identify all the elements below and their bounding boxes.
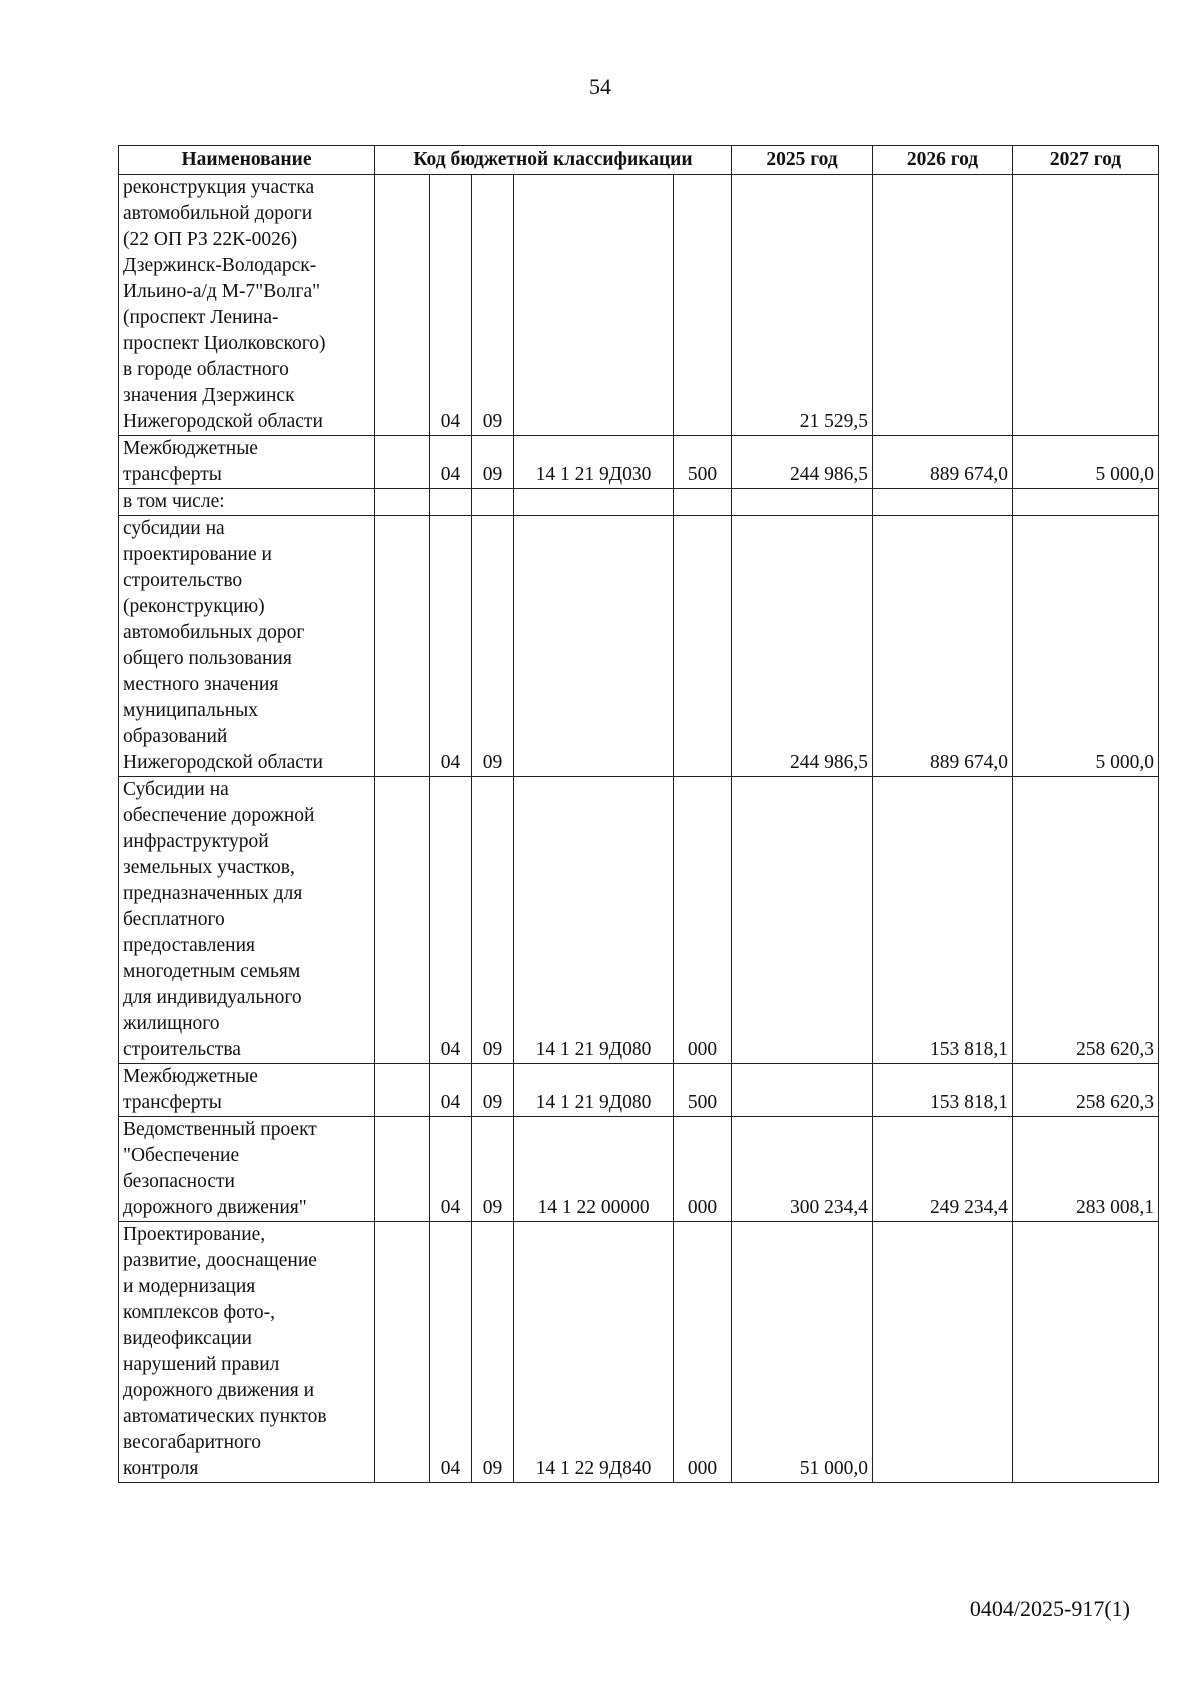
cell-target-article [514,175,674,436]
cell-code-1 [375,1117,430,1222]
cell-2027 [1013,175,1159,436]
cell-code-1 [375,175,430,436]
cell-target-article: 14 1 21 9Д030 [514,436,674,489]
table-header-row [119,146,1159,175]
cell-2027: 258 620,3 [1013,1064,1159,1117]
cell-section: 04 [430,516,472,777]
cell-code-1 [375,1222,430,1483]
budget-table [118,145,1159,1483]
cell-expense-type: 500 [674,1064,732,1117]
cell-section: 04 [430,1117,472,1222]
cell-code-1 [375,1064,430,1117]
cell-expense-type [674,489,732,516]
table-row [119,1222,1159,1483]
cell-code-1 [375,516,430,777]
cell-expense-type: 000 [674,1117,732,1222]
cell-2025: 244 986,5 [732,516,873,777]
cell-section: 04 [430,1064,472,1117]
cell-target-article: 14 1 21 9Д080 [514,1064,674,1117]
cell-subsection: 09 [472,175,514,436]
cell-2026: 153 818,1 [873,1064,1013,1117]
cell-2026: 249 234,4 [873,1117,1013,1222]
cell-2026 [873,489,1013,516]
table-row [119,175,1159,436]
cell-2025: 51 000,0 [732,1222,873,1483]
cell-name: реконструкция участка автомобильной дороги (22 ОП РЗ 22К-0026) Дзержинск-Володарск- Ильино-а/д М-7"Волга" (проспект Ленина- проспект Циолковского) в городе областного значения Дзержинск Нижегородской области [119,175,375,436]
cell-subsection: 09 [472,1222,514,1483]
cell-target-article: 14 1 21 9Д080 [514,777,674,1064]
cell-target-article: 14 1 22 9Д840 [514,1222,674,1483]
cell-2027: 258 620,3 [1013,777,1159,1064]
cell-2025 [732,489,873,516]
cell-2026: 889 674,0 [873,436,1013,489]
cell-2027: 5 000,0 [1013,436,1159,489]
cell-2027: 283 008,1 [1013,1117,1159,1222]
cell-code-1 [375,489,430,516]
cell-expense-type [674,516,732,777]
cell-2026 [873,1222,1013,1483]
cell-2025: 244 986,5 [732,436,873,489]
cell-section [430,489,472,516]
cell-code-1 [375,777,430,1064]
cell-2025: 300 234,4 [732,1117,873,1222]
header-2027: 2027 год [1013,146,1159,175]
cell-code-1 [375,436,430,489]
cell-section: 04 [430,1222,472,1483]
page-number: 54 [589,74,611,99]
cell-subsection: 09 [472,1117,514,1222]
cell-name: Межбюджетные трансферты [119,1064,375,1117]
cell-expense-type [674,175,732,436]
cell-expense-type: 500 [674,436,732,489]
cell-target-article [514,516,674,777]
cell-2027 [1013,1222,1159,1483]
cell-subsection: 09 [472,1064,514,1117]
header-2026: 2026 год [873,146,1013,175]
header-name: Наименование [119,146,375,175]
document-id: 0404/2025-917(1) [969,1596,1130,1621]
cell-section: 04 [430,175,472,436]
cell-2027: 5 000,0 [1013,516,1159,777]
cell-subsection: 09 [472,516,514,777]
table-row [119,1064,1159,1117]
cell-subsection: 09 [472,777,514,1064]
cell-name: Субсидии на обеспечение дорожной инфраструктурой земельных участков, предназначенных для бесплатного предоставления многодетным семьям для индивидуального жилищного строительства [119,777,375,1064]
table-row [119,436,1159,489]
cell-2027 [1013,489,1159,516]
table-body [119,175,1159,1483]
cell-section: 04 [430,777,472,1064]
table-row [119,1117,1159,1222]
cell-name: Межбюджетные трансферты [119,436,375,489]
cell-target-article [514,489,674,516]
cell-2025 [732,777,873,1064]
cell-name: Проектирование, развитие, дооснащение и модернизация комплексов фото-, видеофиксации нарушений правил дорожного движения и автоматических пунктов весогабаритного контроля [119,1222,375,1483]
cell-2026 [873,175,1013,436]
cell-2026: 889 674,0 [873,516,1013,777]
cell-subsection: 09 [472,436,514,489]
header-code: Код бюджетной классификации [375,146,732,175]
cell-expense-type: 000 [674,1222,732,1483]
table-row [119,777,1159,1064]
cell-2025: 21 529,5 [732,175,873,436]
cell-expense-type: 000 [674,777,732,1064]
table-row [119,516,1159,777]
header-2025: 2025 год [732,146,873,175]
cell-section: 04 [430,436,472,489]
cell-name: Ведомственный проект "Обеспечение безопасности дорожного движения" [119,1117,375,1222]
cell-2025 [732,1064,873,1117]
cell-2026: 153 818,1 [873,777,1013,1064]
cell-name: в том числе: [119,489,375,516]
cell-target-article: 14 1 22 00000 [514,1117,674,1222]
table-row [119,489,1159,516]
cell-subsection [472,489,514,516]
cell-name: субсидии на проектирование и строительство (реконструкцию) автомобильных дорог общего пользования местного значения муниципальных образований Нижегородской области [119,516,375,777]
